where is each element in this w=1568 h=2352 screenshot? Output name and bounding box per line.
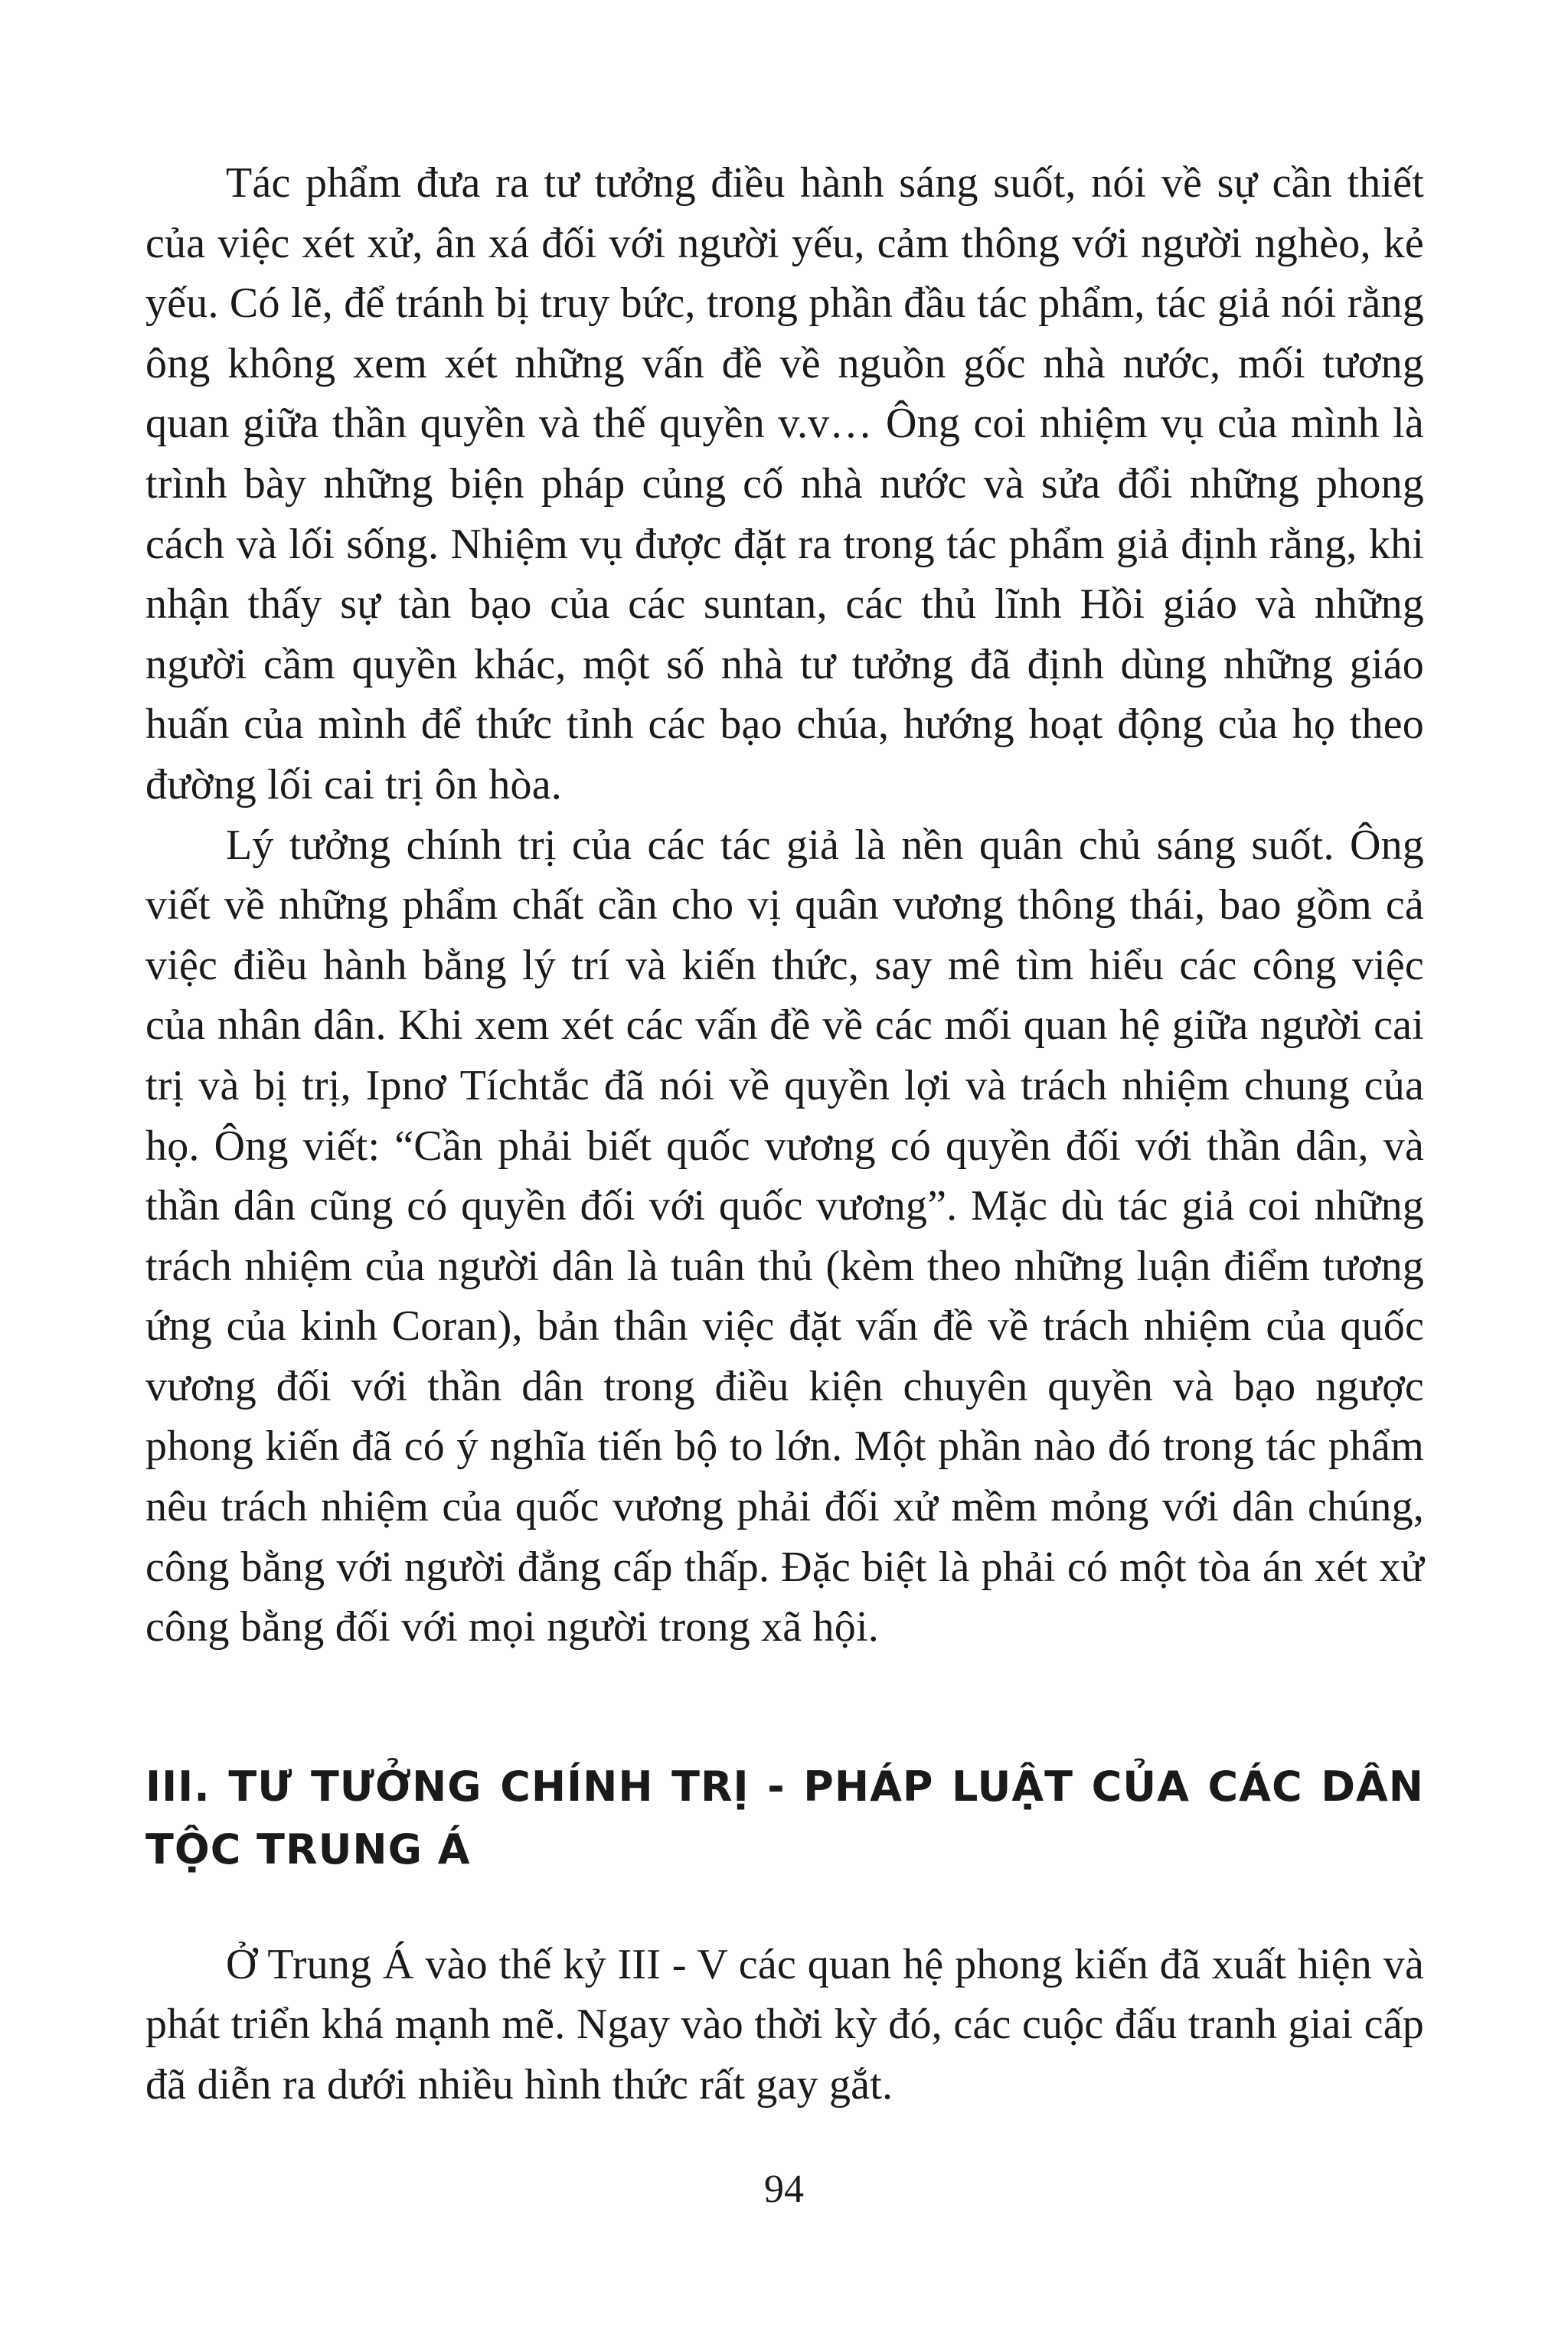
page-number: 94 <box>764 2167 804 2211</box>
book-page <box>145 153 1424 2115</box>
section-heading: III. TƯ TƯỞNG CHÍNH TRỊ - PHÁP LUẬT CỦA CÁC DÂN TỘC TRUNG Á <box>145 1762 1424 1873</box>
paragraph-2: Lý tưởng chính trị của các tác giả là nền quân chủ sáng suốt. Ông viết về những phẩm chất cần cho vị quân vương thông thái, bao gồm cả việc điều hành bằng lý trí và kiến thức, say mê tìm hiểu các công việc của nhân dân. Khi xem xét các vấn đề về các mối quan hệ giữa người cai trị và bị trị, Ipnơ Tíchtắc đã nói về quyền lợi và trách nhiệm chung của họ. Ông viết: “Cần phải biết quốc vương có quyền đối với thần dân, và thần dân cũng có quyền đối với quốc vương”. Mặc dù tác giả coi những trách nhiệm của người dân là tuân thủ (kèm theo những luận điểm tương ứng của kinh Coran), bản thân việc đặt vấn đề về trách nhiệm của quốc vương đối với thần dân trong điều kiện chuyên quyền và bạo ngược phong kiến đã có ý nghĩa tiến bộ to lớn. Một phần nào đó trong tác phẩm nêu trách nhiệm của quốc vương phải đối xử mềm mỏng với dân chúng, công bằng với người đẳng cấp thấp. Đặc biệt là phải có một tòa án xét xử công bằng đối với mọi người trong xã hội. <box>145 821 1424 1651</box>
paragraph-1: Tác phẩm đưa ra tư tưởng điều hành sáng suốt, nói về sự cần thiết của việc xét xử, ân xá đối với người yếu, cảm thông với người nghèo, kẻ yếu. Có lẽ, để tránh bị truy bức, trong phần đầu tác phẩm, tác giả nói rằng ông không xem xét những vấn đề về nguồn gốc nhà nước, mối tương quan giữa thần quyền và thế quyền v.v… Ông coi nhiệm vụ của mình là trình bày những biện pháp củng cố nhà nước và sửa đổi những phong cách và lối sống. Nhiệm vụ được đặt ra trong tác phẩm giả định rằng, khi nhận thấy sự tàn bạo của các suntan, các thủ lĩnh Hồi giáo và những người cầm quyền khác, một số nhà tư tưởng đã định dùng những giáo huấn của mình để thức tỉnh các bạo chúa, hướng hoạt động của họ theo đường lối cai trị ôn hòa. <box>145 159 1424 808</box>
section-paragraph: Ở Trung Á vào thế kỷ III - V các quan hệ phong kiến đã xuất hiện và phát triển khá mạnh mẽ. Ngay vào thời kỳ đó, các cuộc đấu tranh giai cấp đã diễn ra dưới nhiều hình thức rất gay gắt. <box>145 1940 1424 2109</box>
